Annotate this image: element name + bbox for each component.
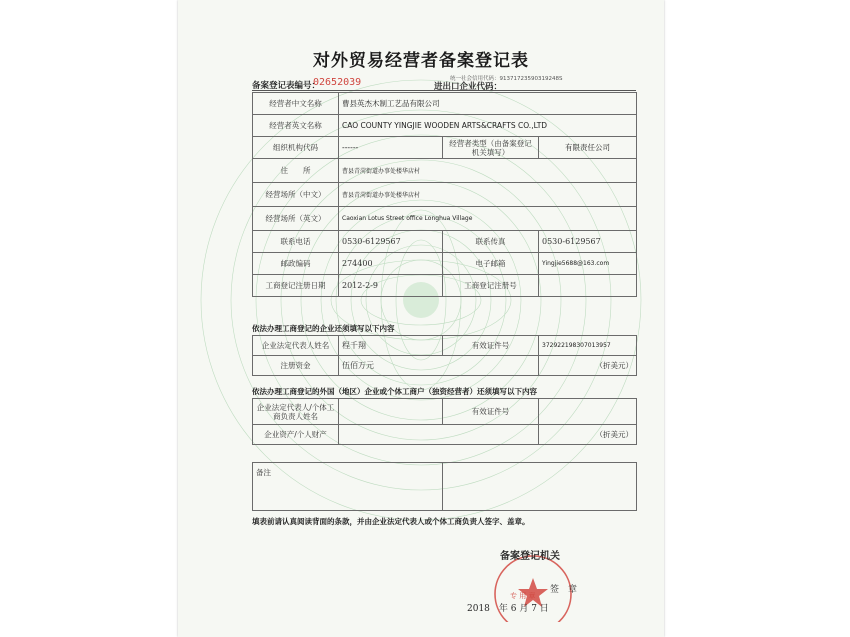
section2-table	[252, 398, 637, 445]
sign-label: 签 章	[550, 585, 578, 595]
place-en-label: 经营场所（英文）	[253, 207, 339, 231]
table-row	[253, 159, 637, 183]
table-row	[253, 253, 637, 275]
assets-value	[339, 425, 539, 445]
table-row	[253, 183, 637, 207]
table-row	[253, 463, 637, 511]
fax-label: 联系传真	[443, 231, 539, 253]
reg-no-value: 02652039	[313, 77, 362, 88]
remarks-label: 备注	[253, 463, 443, 511]
zip-label: 邮政编码	[253, 253, 339, 275]
place-cn-label: 经营场所（中文）	[253, 183, 339, 207]
table-row	[253, 115, 637, 137]
foreign-id-value	[539, 399, 637, 425]
en-name-value: CAO COUNTY YINGJIE WOODEN ARTS&CRAFTS CO.,LTD	[339, 115, 637, 137]
biz-date-label: 工商登记注册日期	[253, 275, 339, 297]
table-row	[253, 336, 637, 356]
section2-heading: 依法办理工商登记的外国（地区）企业或个体工商户（独资经营者）还须填写以下内容	[252, 387, 537, 396]
place-en-value: Caoxian Lotus Street office Longhua Village	[339, 207, 637, 231]
section1-table	[252, 335, 637, 376]
remarks-value	[443, 463, 637, 511]
form-title: 对外贸易经营者备案登记表	[313, 51, 529, 71]
cn-name-value: 曹县英杰木制工艺品有限公司	[339, 93, 637, 115]
biz-date-value: 2012-2-9	[339, 275, 443, 297]
biz-no-value	[539, 275, 637, 297]
type-label: 经营者类型（由备案登记机关填写）	[443, 137, 539, 159]
table-row	[253, 137, 637, 159]
biz-no-label: 工商登记注册号	[443, 275, 539, 297]
en-name-label: 经营者英文名称	[253, 115, 339, 137]
section1-heading: 依法办理工商登记的企业还须填写以下内容	[252, 324, 395, 333]
footer-note: 填表前请认真阅读背面的条款，并由企业法定代表人或个体工商负责人签字、盖章。	[252, 517, 530, 526]
id-no-value: 372922198307013957	[539, 336, 637, 356]
type-value: 有限责任公司	[539, 137, 637, 159]
address-value: 曹县青菏街道办事处楼华店村	[339, 159, 637, 183]
seal-text: 专 用 章	[510, 592, 536, 600]
table-row	[253, 275, 637, 297]
cn-name-label: 经营者中文名称	[253, 93, 339, 115]
header-divider	[252, 90, 636, 91]
phone-value: 0530-6129567	[339, 231, 443, 253]
assets-label: 企业资产/个人财产	[253, 425, 339, 445]
main-info-table	[252, 92, 637, 297]
registration-form-sheet	[178, 0, 664, 637]
sign-date: 2018 年 6 月 7 日	[467, 604, 549, 614]
place-cn-value: 曹县青菏街道办事处楼华店村	[339, 183, 637, 207]
table-row	[253, 425, 637, 445]
org-code-value: ------	[339, 137, 443, 159]
rep-name-value: 程千翔	[339, 336, 443, 356]
table-row	[253, 356, 637, 376]
table-row	[253, 207, 637, 231]
foreign-rep-value	[339, 399, 443, 425]
table-row	[253, 231, 637, 253]
credit-code-stamp: 统一社会信用代码：91371723590319248S	[450, 76, 563, 82]
table-row	[253, 399, 637, 425]
org-code-label: 组织机构代码	[253, 137, 339, 159]
address-label: 住 所	[253, 159, 339, 183]
id-no-label: 有效证件号	[443, 336, 539, 356]
ie-code-label: 进出口企业代码：	[434, 82, 503, 92]
email-label: 电子邮箱	[443, 253, 539, 275]
assets-unit: （折美元）	[539, 425, 637, 445]
zip-value: 274400	[339, 253, 443, 275]
capital-unit: （折美元）	[539, 356, 637, 376]
rep-name-label: 企业法定代表人姓名	[253, 336, 339, 356]
authority-label: 备案登记机关	[500, 551, 560, 562]
foreign-id-label: 有效证件号	[443, 399, 539, 425]
capital-label: 注册资金	[253, 356, 339, 376]
remarks-table	[252, 462, 637, 511]
reg-no-label: 备案登记表编号：	[252, 81, 321, 91]
fax-value: 0530-6129567	[539, 231, 637, 253]
phone-label: 联系电话	[253, 231, 339, 253]
foreign-rep-label: 企业法定代表人/个体工商负责人姓名	[253, 399, 339, 425]
capital-value: 伍佰万元	[339, 356, 539, 376]
email-value: Yingjie5688@163.com	[539, 253, 637, 275]
table-row	[253, 93, 637, 115]
